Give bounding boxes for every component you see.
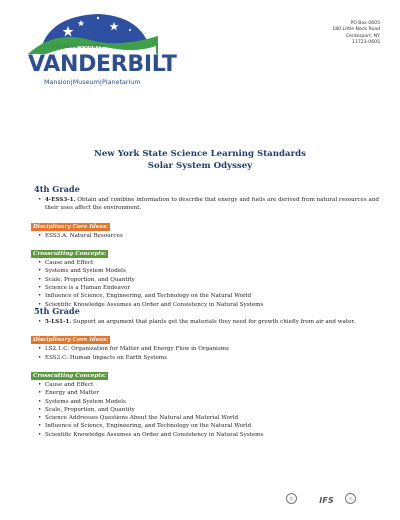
list-item: • Scale, Proportion, and Quantity — [45, 276, 382, 284]
address-line: Centerport, NY — [345, 33, 380, 39]
grade-heading: 4th Grade — [34, 184, 80, 194]
grade-5-section — [34, 306, 382, 439]
address-line: PO Box 0605 — [350, 21, 380, 26]
list-item: • Scientific Knowledge Assumes an Order and Consistency in Natural Systems — [45, 431, 382, 439]
list-item: • ESS3.A: Natural Resources — [45, 232, 382, 240]
standard-code: 5-LS1-1. — [45, 319, 72, 325]
cc-list — [34, 381, 382, 439]
list-item: • ESS3.C: Human Impacts on Earth Systems — [45, 354, 382, 362]
list-item: • Influence of Science, Engineering, and Technology on the Natural World — [45, 422, 382, 430]
standard-text: Obtain and combine information to describe that energy and fuels are derived from natural resources and their uses affect the environment. — [45, 197, 380, 212]
grade-4-section — [34, 184, 382, 309]
logo-wordmark: VANDERBILT — [28, 52, 177, 77]
logo-arc-text: SUFFOLK COUNTY — [52, 45, 105, 50]
title-line-2: Solar System Odyssey — [147, 161, 253, 171]
list-item: • Systems and System Models — [45, 398, 382, 406]
title-line-1: New York State Science Learning Standards — [94, 149, 306, 159]
list-item: • Systems and System Models — [45, 267, 382, 275]
seal-logo-icon — [286, 493, 297, 504]
dci-list — [34, 232, 382, 240]
ifs-logo: IFS — [319, 496, 334, 505]
address-line: 11721-0605 — [352, 40, 380, 46]
dci-label: Disciplinary Core Ideas: — [33, 337, 109, 344]
list-item: • Scientific Knowledge Assumes an Order and Consistency in Natural Systems — [45, 301, 382, 309]
list-item: • Influence of Science, Engineering, and Technology on the Natural World — [45, 292, 382, 300]
list-item: • Science Addresses Questions About the Natural and Material World — [45, 414, 382, 422]
logo-subtitle: Mansion|Museum|Planetarium — [44, 78, 141, 86]
list-item: • Cause and Effect — [45, 259, 382, 267]
list-item: • Cause and Effect — [45, 381, 382, 389]
standard-item — [45, 318, 382, 326]
standard-list — [34, 318, 382, 326]
standard-item — [45, 196, 382, 213]
cc-label: Crosscutting Concepts: — [33, 373, 107, 379]
cc-label: Crosscutting Concepts: — [33, 251, 107, 258]
address-line: 180 Little Neck Road — [332, 27, 380, 33]
grade-heading: 5th Grade — [34, 306, 80, 316]
mailing-address — [332, 21, 380, 47]
logo-sky-arc-icon — [18, 8, 168, 58]
page-title — [0, 148, 400, 172]
standard-text: Support an argument that plants get the materials they need for growth chiefly from air and water. — [71, 319, 356, 325]
list-item: • Scale, Proportion, and Quantity — [45, 406, 382, 414]
cc-list — [34, 259, 382, 309]
standard-code: 4-ESS3-1. — [45, 197, 76, 203]
list-item: • LS2.1.C: Organization for Matter and Energy Flow in Organisms — [45, 345, 382, 353]
dci-label: Disciplinary Core Ideas: — [33, 223, 109, 230]
globe-logo-icon — [345, 493, 356, 504]
standard-list — [34, 196, 382, 213]
vanderbilt-logo — [18, 8, 177, 86]
list-item: • Energy and Matter — [45, 389, 382, 397]
list-item: • Science is a Human Endeavor — [45, 284, 382, 292]
dci-list — [34, 345, 382, 362]
